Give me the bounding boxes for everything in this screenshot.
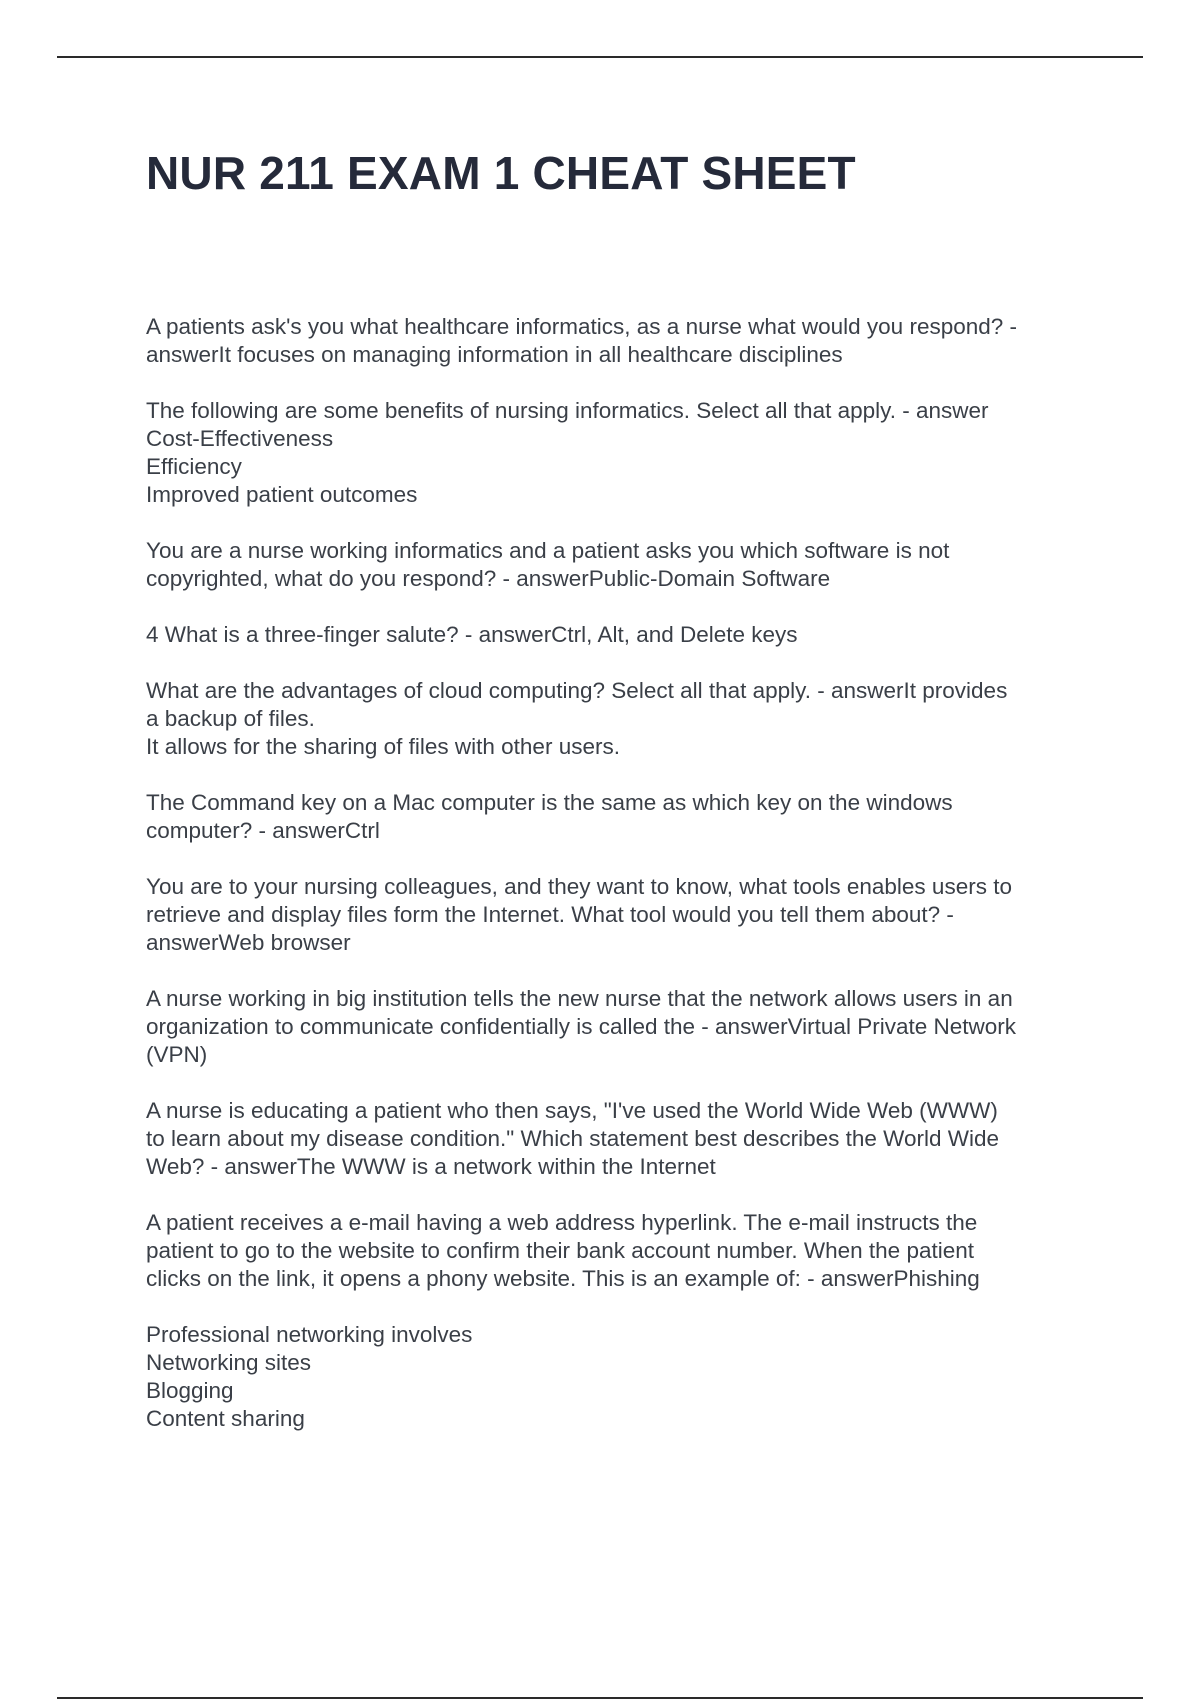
qa-entry [146,537,1091,593]
entry-line: A nurse working in big institution tells the new nurse that the network allows users in an [146,986,1013,1011]
qa-entry [146,1097,1091,1181]
entry-line: answerWeb browser [146,930,351,955]
qa-entry [146,677,1091,761]
entry-line: A patient receives a e-mail having a web address hyperlink. The e-mail instructs the [146,1210,978,1235]
entry-line: to learn about my disease condition." Which statement best describes the World Wide [146,1126,999,1151]
entry-line: The following are some benefits of nursing informatics. Select all that apply. - answer [146,398,989,423]
entry-line: patient to go to the website to confirm their bank account number. When the patient [146,1238,974,1263]
entry-line: A patients ask's you what healthcare informatics, as a nurse what would you respond? - [146,314,1018,339]
entry-line: Web? - answerThe WWW is a network within the Internet [146,1154,716,1179]
entry-line: clicks on the link, it opens a phony website. This is an example of: - answerPhishing [146,1266,980,1291]
qa-list [146,313,1091,1461]
entry-line: computer? - answerCtrl [146,818,380,843]
entry-line: Cost-Effectiveness [146,426,334,451]
entry-line: Improved patient outcomes [146,482,418,507]
entry-line: Content sharing [146,1406,305,1431]
entry-line: retrieve and display files form the Internet. What tool would you tell them about? - [146,902,954,927]
entry-line: answerIt focuses on managing information in all healthcare disciplines [146,342,843,367]
entry-line: You are to your nursing colleagues, and they want to know, what tools enables users to [146,874,1012,899]
entry-line: Efficiency [146,454,242,479]
entry-line: (VPN) [146,1042,208,1067]
page-title: NUR 211 EXAM 1 CHEAT SHEET [146,147,856,199]
top-rule [57,56,1143,58]
entry-line: Professional networking involves [146,1322,473,1347]
entry-line: a backup of files. [146,706,315,731]
entry-line: What are the advantages of cloud computing? Select all that apply. - answerIt provides [146,678,1008,703]
qa-entry [146,397,1091,509]
entry-line: Networking sites [146,1350,312,1375]
qa-entry [146,789,1091,845]
qa-entry [146,985,1091,1069]
qa-entry [146,1209,1091,1293]
entry-line: The Command key on a Mac computer is the same as which key on the windows [146,790,953,815]
entry-line: 4 What is a three-finger salute? - answerCtrl, Alt, and Delete keys [146,622,798,647]
qa-entry [146,1321,1091,1433]
qa-entry [146,313,1091,369]
entry-line: Blogging [146,1378,234,1403]
qa-entry [146,873,1091,957]
entry-line: organization to communicate confidentially is called the - answerVirtual Private Network [146,1014,1016,1039]
qa-entry [146,621,1091,649]
entry-line: It allows for the sharing of files with other users. [146,734,620,759]
entry-line: You are a nurse working informatics and a patient asks you which software is not [146,538,950,563]
entry-line: copyrighted, what do you respond? - answerPublic-Domain Software [146,566,831,591]
bottom-rule [57,1697,1143,1699]
entry-line: A nurse is educating a patient who then says, "I've used the World Wide Web (WWW) [146,1098,998,1123]
